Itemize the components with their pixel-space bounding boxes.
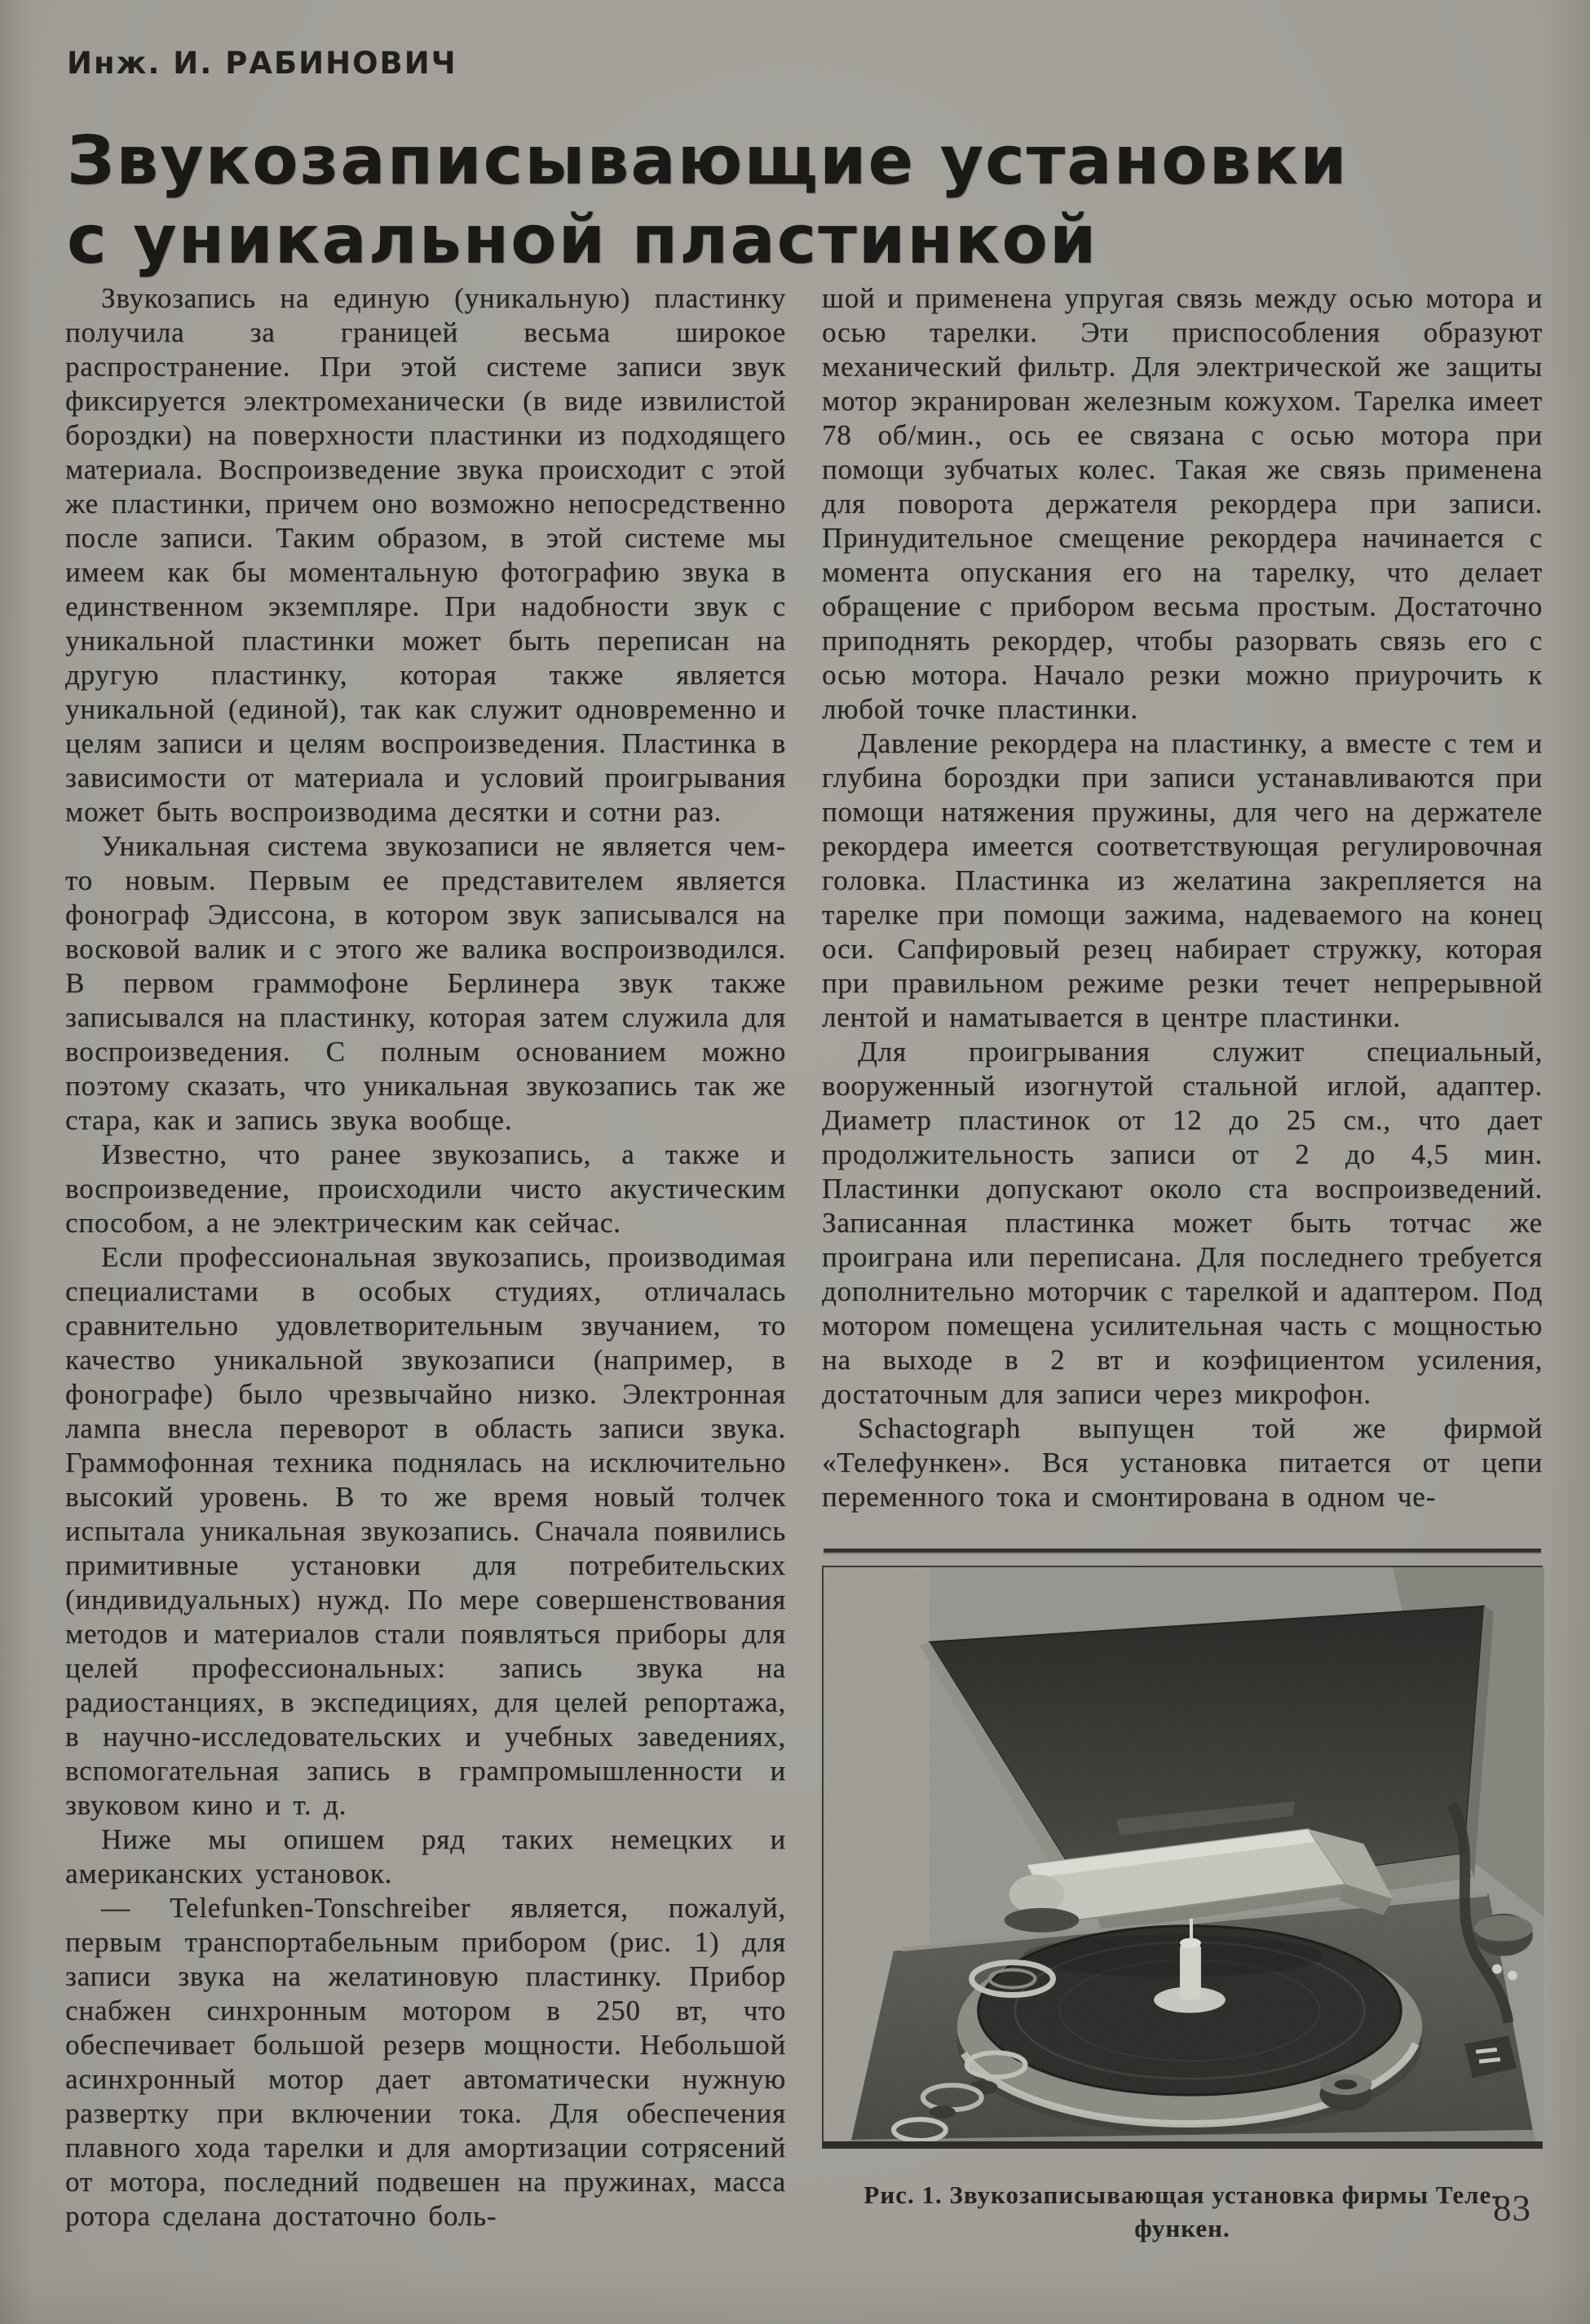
title-line-1: Звукозаписывающие установки [67,122,1349,200]
caption-line-2: функен. [1134,2214,1230,2242]
paragraph: шой и применена упругая связь между осью мотора и осью тарелки. Эти приспособления образуют механический фильтр. Для электрической же защиты мотор экранирован железным кожухом. Тарелка имеет 78 об/мин., ось ее связана с осью мотора при помощи зубчатых колес. Такая же связь применена для поворота держателя рекордера при записи. Принудительное смещение рекордера начинается с момента опускания его на тарелку, что делает обращение с прибором весьма простым. Достаточно приподнять рекордер, чтобы разорвать связь его с осью мотора. Начало резки можно приурочить к любой точке пластинки. [822,282,1543,725]
figure-top-rule [824,1549,1541,1553]
column-left [65,281,786,2245]
column-right [822,281,1543,2245]
paragraph: Ниже мы опишем ряд таких немецких и американских установок. [65,1823,786,1889]
figure-caption [822,2178,1543,2245]
paragraph: Schactograph выпущен той же фирмой «Телефункен». Вся установка питается от цепи переменного тока и смонтирована в одном че- [822,1412,1543,1513]
title-line-2: с уникальной пластинкой [67,201,1098,279]
paragraph: Давление рекордера на пластинку, а вместе с тем и глубина бороздки при записи устанавливаются при помощи натяжения пружины, для чего на держателе рекордера имеется соответствующая регулировочная головка. Пластинка из желатина закрепляется на тарелке при помощи зажима, надеваемого на конец оси. Сапфировый резец набирает стружку, которая при правильном режиме резки течет непрерывной лентой и наматывается в центре пластинки. [822,727,1543,1033]
figure-photo-frame [822,1566,1543,2149]
article-title [67,122,1349,280]
turntable-photo [824,1567,1544,2141]
paragraph: Известно, что ранее звукозапись, а также и воспроизведение, происходили чисто акустическим способом, а не электрическим как сейчас. [65,1138,786,1239]
article-header [67,46,1349,280]
paragraph: — Telefunken-Tonschreiber является, пожалуй, первым транспортабельным прибором (рис. 1) для записи звука на желатиновую пластинку. Прибор снабжен синхронным мотором в 250 вт, что обеспечивает большой резерв мощности. Небольшой асинхронный мотор дает автоматически нужную развертку при включении тока. Для обеспечения плавного хода тарелки и для амортизации сотрясений от мотора, последний подвешен на пружинах, масса ротора сделана достаточно боль- [65,1892,786,2232]
figure-block [822,1549,1543,2245]
article-body [65,281,1543,2245]
paragraph: Если профессиональная звукозапись, производимая специалистами в особых студиях, отличалась сравнительно удовлетворительным звучанием, то качество уникальной звукозаписи (например, в фонографе) было чрезвычайно низко. Электронная лампа внесла переворот в область записи звука. Граммофонная техника поднялась на исключительно высокий уровень. В то же время новый толчек испытала уникальная звукозапись. Сначала появились примитивные установки для потребительских (индивидуальных) нужд. По мере совершенствования методов и материалов стали появляться приборы для целей профессиональных: запись звука на радиостанциях, в экспедициях, для целей репортажа, в научно-исследовательских и учебных заведениях, вспомогательная запись в грампромышленности и звуковом кино и т. д. [65,1241,786,1821]
caption-line-1: Рис. 1. Звукозаписывающая установка фирмы Теле- [863,2180,1501,2209]
author-line: Инж. И. РАБИНОВИЧ [67,46,457,81]
paragraph: Уникальная система звукозаписи не является чем-то новым. Первым ее представителем является фонограф Эдиссона, в котором звук записывался на восковой валик и с этого же валика воспроизводился. В первом граммофоне Берлинера звук также записывался на пластинку, которая затем служила для воспроизведения. С полным основанием можно поэтому сказать, что уникальная звукозапись так же стара, как и запись звука вообще. [65,830,786,1136]
paragraph: Для проигрывания служит специальный, вооруженный изогнутой стальной иглой, адаптер. Диаметр пластинок от 12 до 25 см., что дает продолжительность записи от 2 до 4,5 мин. Пластинки допускают около ста воспроизведений. Записанная пластинка может быть тотчас же проиграна или переписана. Для последнего требуется дополнительно моторчик с тарелкой и адаптером. Под мотором помещена усилительная часть с мощностью на выходе в 2 вт и коэфициентом усиления, достаточным для записи через микрофон. [822,1036,1543,1410]
paragraph: Звукозапись на единую (уникальную) пластинку получила за границей весьма широкое распространение. При этой системе записи звук фиксируется электромеханически (в виде извилистой бороздки) на поверхности пластинки из подходящего материала. Воспроизведение звука происходит с этой же пластинки, причем оно возможно непосредственно после записи. Таким образом, в этой системе мы имеем как бы моментальную фотографию звука в единственном экземпляре. При надобности звук с уникальной пластинки может быть переписан на другую пластинку, которая также является уникальной (единой), так как служит одновременно и целям записи и целям воспроизведения. Пластинка в зависимости от материала и условий проигрывания может быть воспроизводима десятки и сотни раз. [65,282,786,828]
page-number: 83 [1493,2188,1531,2229]
